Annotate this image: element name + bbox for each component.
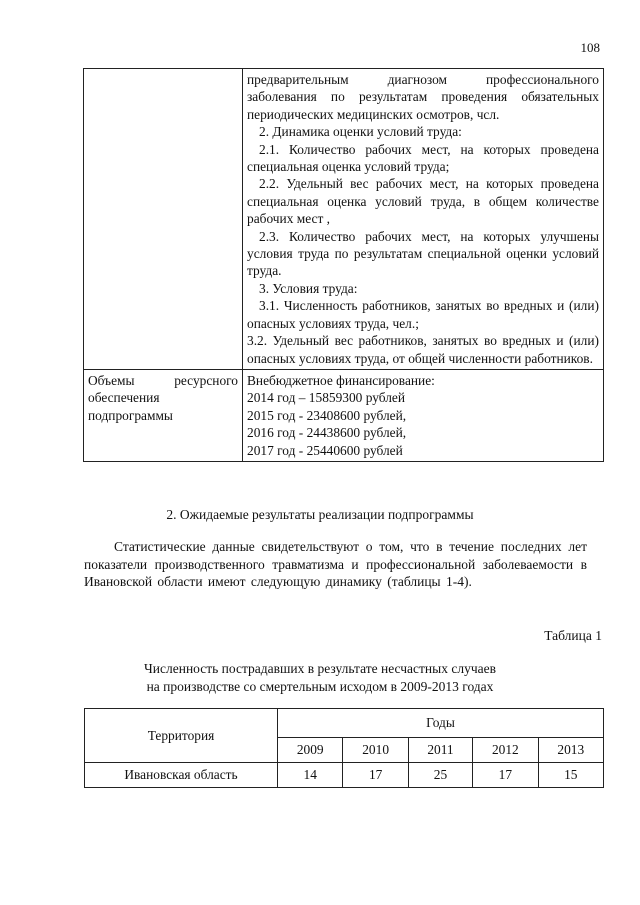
resources-row xyxy=(84,369,604,461)
indicator-line: 3.1. Численность работников, занятых во вредных и (или) опасных условиях труда, чел.; xyxy=(247,298,599,331)
table-title-line: Численность пострадавших в результате несчастных случаев xyxy=(144,661,496,676)
resource-line: 2015 год - 23408600 рублей, xyxy=(247,407,407,423)
table-title-line: на производстве со смертельным исходом в 2009-2013 годах xyxy=(146,678,494,694)
indicator-line: 2. Динамика оценки условий труда: xyxy=(259,124,462,140)
year-header: 2013 xyxy=(538,738,603,763)
value-cell: 14 xyxy=(278,763,343,788)
resource-label-line: обеспечения xyxy=(88,390,160,406)
table-row xyxy=(85,763,604,788)
territory-header: Территория xyxy=(85,709,278,763)
indicators-label-cell xyxy=(84,69,243,370)
table-label: Таблица 1 xyxy=(544,628,602,643)
indicators-cell xyxy=(243,69,604,370)
resource-line: 2014 год – 15859300 рублей xyxy=(247,390,406,406)
resources-label-cell xyxy=(84,369,243,461)
indicators-row xyxy=(84,69,604,370)
fatal-accidents-table xyxy=(84,708,604,788)
subprogram-passport-table xyxy=(83,68,604,462)
year-header: 2009 xyxy=(278,738,343,763)
value-cell: 15 xyxy=(538,763,603,788)
value-cell: 17 xyxy=(343,763,408,788)
indicator-line: 2.1. Количество рабочих мест, на которых проведена специальная оценка условий труда; xyxy=(247,141,599,175)
indicator-line: предварительным диагнозом профессионального заболевания по результатам проведения обязательных периодических медицинских осмотров, чсл. xyxy=(247,72,599,122)
value-cell: 25 xyxy=(408,763,472,788)
indicator-line: 3. Условия труда: xyxy=(259,280,358,296)
resource-line: Внебюджетное финансирование: xyxy=(247,372,435,388)
table-title xyxy=(0,660,640,695)
resources-cell xyxy=(243,369,604,461)
year-header: 2012 xyxy=(473,738,538,763)
year-header: 2010 xyxy=(343,738,408,763)
section-heading: 2. Ожидаемые результаты реализации подпрограммы xyxy=(166,507,474,522)
resource-label-line: Объемы ресурсного xyxy=(88,372,238,388)
resource-line: 2016 год - 24438600 рублей, xyxy=(247,425,407,441)
indicator-line: 2.2. Удельный вес рабочих мест, на которых проведена специальная оценка условий труда, в общем количестве рабочих мест , xyxy=(247,176,599,227)
value-cell: 17 xyxy=(473,763,538,788)
indicator-line: 3.2. Удельный вес работников, занятых во вредных и (или) опасных условиях труда, от общей численности работников. xyxy=(247,333,599,366)
year-header: 2011 xyxy=(408,738,472,763)
resource-label-line: подпрограммы xyxy=(88,407,173,423)
page-number: 108 xyxy=(580,40,600,55)
years-header: Годы xyxy=(278,709,604,738)
header-row xyxy=(85,709,604,738)
resource-line: 2017 год - 25440600 рублей xyxy=(247,442,403,458)
body-paragraph: Статистические данные свидетельствуют о том, что в течение последних лет показатели производственного травматизма и профессиональной заболеваемости в Ивановской области имеют следующую динамику (таблицы 1-4). xyxy=(84,539,587,589)
territory-cell: Ивановская область xyxy=(85,763,278,788)
indicator-line: 2.3. Количество рабочих мест, на которых улучшены условия труда по результатам специальной оценки условий труда. xyxy=(247,228,599,279)
